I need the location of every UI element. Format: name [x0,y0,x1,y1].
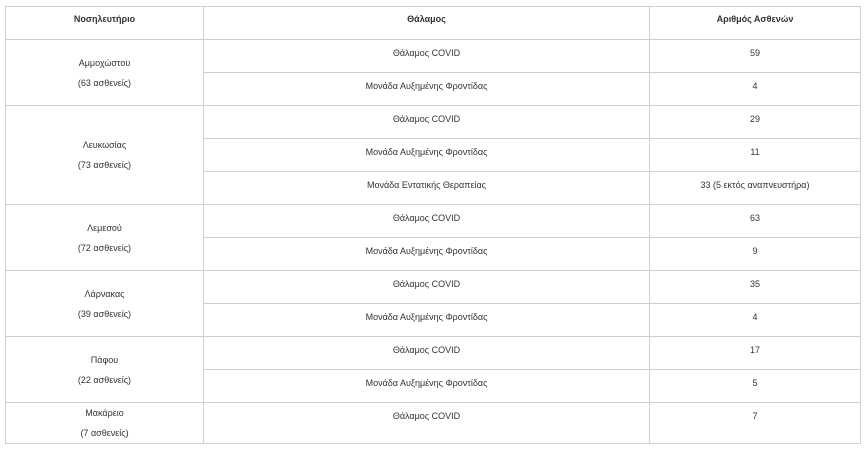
patient-count-cell: 29 [650,106,861,139]
hospital-cell [6,40,204,106]
hospital-name: Μακάρειο [85,408,124,418]
ward-cell: Θάλαμος COVID [204,106,650,139]
hospital-patients-table [5,6,861,444]
ward-cell: Θάλαμος COVID [204,205,650,238]
table-header-row [6,7,861,40]
hospital-cell [6,205,204,271]
hospital-cell [6,403,204,444]
hospital-name: Λευκωσίας [82,140,127,150]
hospital-patient-total: (7 ασθενείς) [80,428,129,438]
table-row [6,271,861,304]
table-row [6,106,861,139]
ward-cell: Θάλαμος COVID [204,271,650,304]
patient-count-cell: 17 [650,337,861,370]
ward-cell: Θάλαμος COVID [204,337,650,370]
hospital-patient-total: (39 ασθενείς) [77,308,132,319]
table-row [6,337,861,370]
hospital-name: Λάρνακας [84,288,125,299]
hospital-patient-total: (22 ασθενείς) [77,374,132,385]
hospital-patient-total: (72 ασθενείς) [77,242,132,253]
ward-cell: Μονάδα Αυξημένης Φροντίδας [204,304,650,337]
patient-count-cell: 59 [650,40,861,73]
header-patient-count: Αριθμός Ασθενών [650,7,861,40]
hospital-cell [6,271,204,337]
hospital-patient-total: (63 ασθενείς) [77,77,132,88]
hospital-name: Πάφου [90,354,119,365]
ward-cell: Θάλαμος COVID [204,403,650,444]
ward-cell: Μονάδα Αυξημένης Φροντίδας [204,139,650,172]
patient-count-cell: 4 [650,73,861,106]
patient-count-cell: 35 [650,271,861,304]
hospital-cell [6,106,204,205]
patient-count-cell: 33 (5 εκτός αναπνευστήρα) [650,172,861,205]
table-body [6,40,861,444]
table-row [6,403,861,444]
ward-cell: Μονάδα Αυξημένης Φροντίδας [204,73,650,106]
table-row [6,40,861,73]
patient-count-cell: 11 [650,139,861,172]
hospital-cell [6,337,204,403]
ward-cell: Θάλαμος COVID [204,40,650,73]
ward-cell: Μονάδα Εντατικής Θεραπείας [204,172,650,205]
hospital-name: Λεμεσού [87,222,122,233]
table-row [6,205,861,238]
patient-count-cell: 5 [650,370,861,403]
header-hospital: Νοσηλευτήριο [6,7,204,40]
patient-count-cell: 9 [650,238,861,271]
patient-count-cell: 63 [650,205,861,238]
hospital-name: Αμμοχώστου [78,57,131,68]
hospital-patient-total: (73 ασθενείς) [77,160,132,170]
patient-count-cell: 4 [650,304,861,337]
patient-count-cell: 7 [650,403,861,444]
ward-cell: Μονάδα Αυξημένης Φροντίδας [204,370,650,403]
ward-cell: Μονάδα Αυξημένης Φροντίδας [204,238,650,271]
header-ward: Θάλαμος [204,7,650,40]
